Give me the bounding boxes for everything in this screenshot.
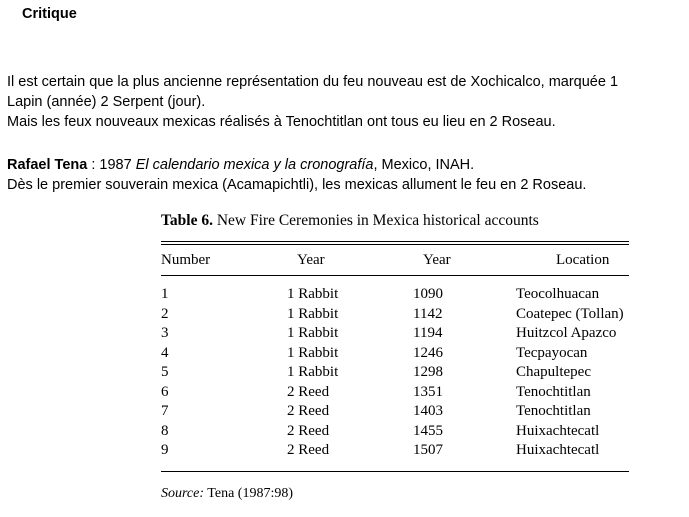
table-spacer bbox=[161, 276, 629, 285]
cell-year-calendar: 1 Rabbit bbox=[287, 286, 339, 302]
reference-sep: : 1987 bbox=[87, 157, 136, 173]
table-caption-text: New Fire Ceremonies in Mexica historical accounts bbox=[216, 212, 539, 229]
cell-location: Huixachtecatl bbox=[516, 422, 600, 439]
cell-location: Tenochtitlan bbox=[516, 403, 591, 419]
cell-year-gregorian: 1090 bbox=[413, 286, 443, 302]
header-location: Location bbox=[556, 251, 610, 268]
cell-year-gregorian: 1142 bbox=[413, 305, 443, 322]
cell-location: Teocolhuacan bbox=[516, 286, 600, 302]
cell-year-calendar: 2 Reed bbox=[287, 383, 330, 400]
table-rule bbox=[161, 471, 629, 472]
table-caption bbox=[161, 209, 629, 233]
paragraph-critique bbox=[7, 72, 618, 132]
cell-year-gregorian: 1194 bbox=[413, 325, 443, 341]
cell-number: 9 bbox=[161, 442, 169, 458]
table-source bbox=[161, 486, 629, 502]
cell-year-gregorian: 1246 bbox=[413, 344, 443, 361]
table-row bbox=[161, 285, 629, 305]
header-year-calendar: Year bbox=[297, 251, 325, 268]
table-row bbox=[161, 324, 629, 344]
cell-number: 2 bbox=[161, 305, 169, 322]
table-row bbox=[161, 441, 629, 461]
fire-ceremonies-table bbox=[161, 245, 629, 275]
table-row bbox=[161, 402, 629, 422]
paragraph-line: Mais les feux nouveaux mexicas réalisés à Tenochtitlan ont tous eu lieu en 2 Roseau. bbox=[7, 114, 556, 130]
table-caption-label: Table 6. bbox=[161, 212, 213, 229]
cell-location: Chapultepec bbox=[516, 364, 591, 380]
table-figure bbox=[161, 209, 629, 502]
author-name: Rafael Tena bbox=[7, 157, 88, 173]
cell-year-calendar: 2 Reed bbox=[287, 403, 330, 419]
cell-location: Tenochtitlan bbox=[516, 383, 591, 400]
table-row bbox=[161, 383, 629, 403]
source-text: Tena (1987:98) bbox=[207, 485, 293, 501]
book-title: El calendario mexica y la cronografía bbox=[135, 157, 374, 173]
cell-location: Coatepec (Tollan) bbox=[516, 305, 624, 322]
publisher: , Mexico, INAH. bbox=[373, 157, 475, 173]
cell-number: 1 bbox=[161, 286, 169, 302]
section-heading: Critique bbox=[22, 6, 77, 22]
cell-year-gregorian: 1455 bbox=[413, 422, 443, 439]
paragraph-line: Dès le premier souverain mexica (Acamapichtli), les mexicas allument le feu en 2 Roseau. bbox=[7, 177, 587, 193]
cell-year-calendar: 1 Rabbit bbox=[287, 325, 339, 341]
header-number: Number bbox=[161, 251, 211, 268]
table-row bbox=[161, 363, 629, 383]
cell-number: 3 bbox=[161, 325, 169, 341]
cell-year-calendar: 2 Reed bbox=[287, 422, 330, 439]
cell-year-calendar: 1 Rabbit bbox=[287, 305, 339, 322]
cell-number: 8 bbox=[161, 422, 169, 439]
cell-location: Huitzcol Apazco bbox=[516, 325, 617, 341]
cell-location: Huixachtecatl bbox=[516, 442, 600, 458]
table-row bbox=[161, 422, 629, 442]
cell-year-calendar: 1 Rabbit bbox=[287, 344, 339, 361]
cell-number: 6 bbox=[161, 383, 169, 400]
cell-year-calendar: 2 Reed bbox=[287, 442, 330, 458]
cell-location: Tecpayocan bbox=[516, 344, 588, 361]
table-header-row bbox=[161, 245, 629, 275]
cell-number: 7 bbox=[161, 403, 169, 419]
reference-line bbox=[7, 155, 586, 175]
paragraph-reference bbox=[7, 155, 586, 195]
fire-ceremonies-table-body bbox=[161, 276, 629, 461]
source-label: Source: bbox=[161, 485, 205, 501]
table-rule bbox=[161, 241, 629, 242]
paragraph-line: Lapin (année) 2 Serpent (jour). bbox=[7, 94, 206, 110]
cell-year-gregorian: 1351 bbox=[413, 383, 443, 400]
cell-year-gregorian: 1507 bbox=[413, 442, 443, 458]
cell-year-gregorian: 1298 bbox=[413, 364, 443, 380]
cell-year-calendar: 1 Rabbit bbox=[287, 364, 339, 380]
cell-year-gregorian: 1403 bbox=[413, 403, 443, 419]
table-row bbox=[161, 344, 629, 364]
cell-number: 5 bbox=[161, 364, 169, 380]
cell-number: 4 bbox=[161, 344, 169, 361]
table-row bbox=[161, 305, 629, 325]
header-year-gregorian: Year bbox=[423, 251, 451, 268]
paragraph-line: Il est certain que la plus ancienne représentation du feu nouveau est de Xochicalco, marquée 1 bbox=[7, 74, 619, 90]
